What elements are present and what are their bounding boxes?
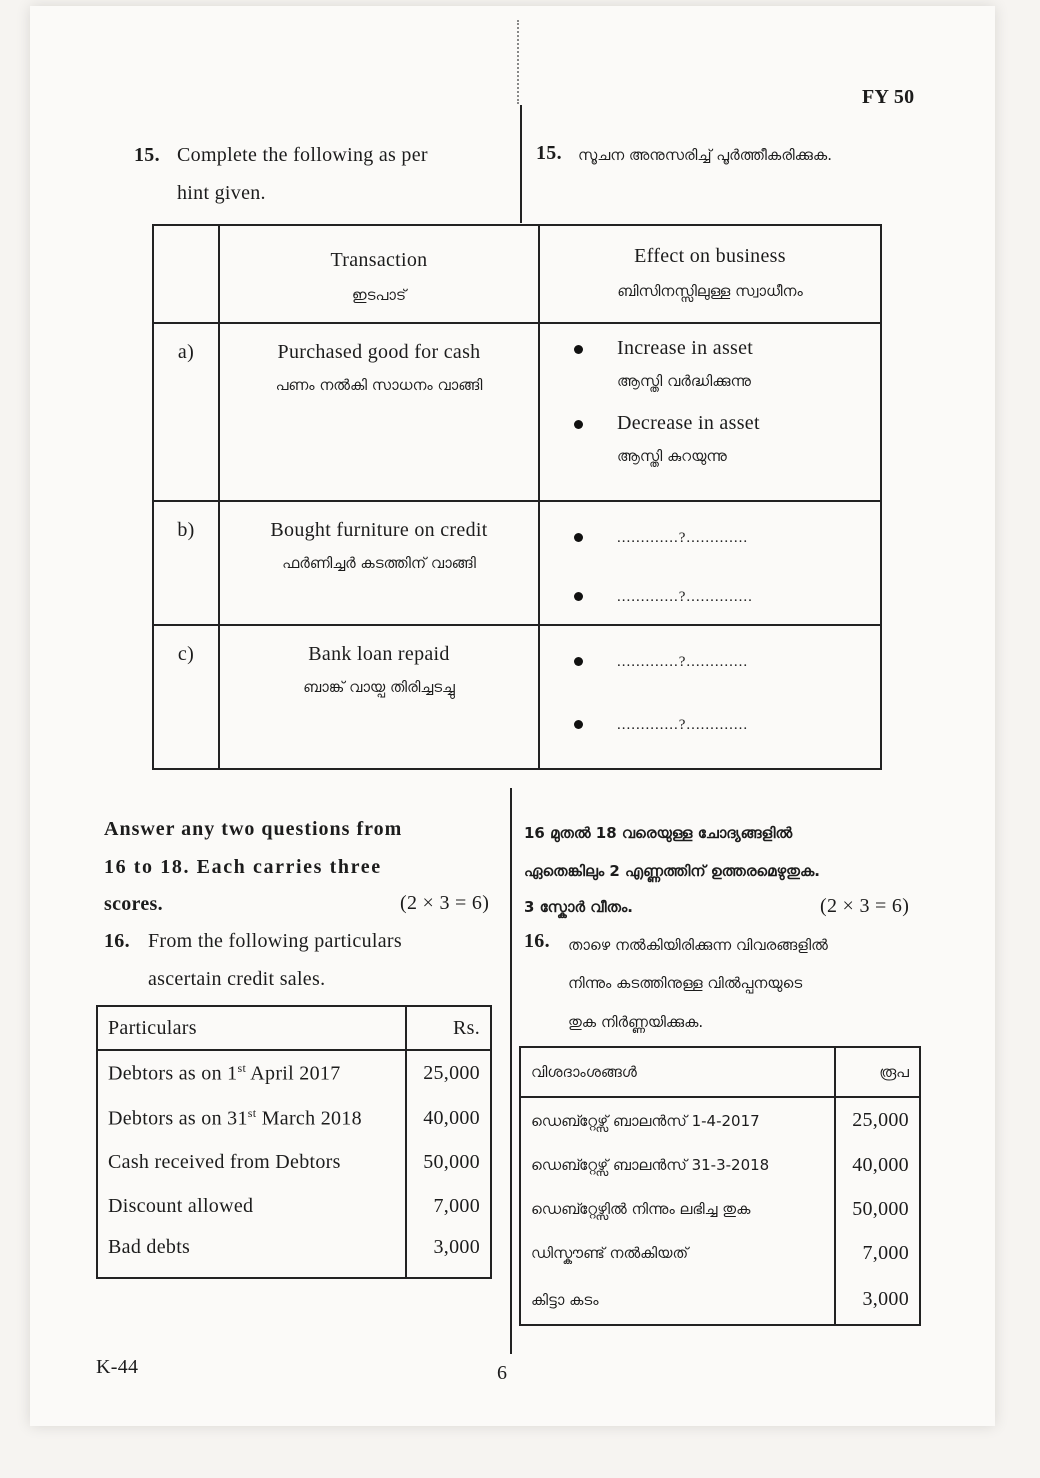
row-c-label: c) bbox=[177, 643, 195, 665]
bullet-icon bbox=[574, 592, 583, 601]
fold-line-top bbox=[517, 20, 519, 104]
q16-number-ml: 16. bbox=[524, 930, 550, 952]
footer-code: K-44 bbox=[96, 1356, 139, 1378]
q16-text-ml-line1: താഴെ നൽകിയിരിക്കുന്ന വിവരങ്ങളിൽ bbox=[568, 936, 828, 954]
row-a-label: a) bbox=[177, 341, 195, 363]
column-divider-top bbox=[520, 105, 522, 223]
q16-particulars-table-en bbox=[96, 1005, 492, 1279]
row-b-effect-blank-1: .............?............. bbox=[574, 525, 879, 548]
bullet-icon bbox=[574, 720, 583, 729]
table-row: Bad debts 3,000 bbox=[97, 1228, 491, 1278]
instruction-en-marks: (2 × 3 = 6) bbox=[400, 892, 490, 914]
q16-text-en-line2: ascertain credit sales. bbox=[148, 968, 326, 990]
q15-row-b bbox=[153, 501, 881, 625]
q16-ml-col-particulars: വിശദാംശങ്ങൾ bbox=[520, 1047, 835, 1097]
q15-text-en-line1: Complete the following as per bbox=[177, 144, 428, 166]
bullet-icon bbox=[574, 420, 583, 429]
q16-en-col-particulars: Particulars bbox=[97, 1006, 406, 1050]
row-a-transaction-ml: പണം നൽകി സാധനം വാങ്ങി bbox=[275, 376, 483, 394]
row-a-transaction-en: Purchased good for cash bbox=[277, 341, 481, 363]
bullet-icon bbox=[574, 533, 583, 542]
row-c-effect-blank-1: .............?............. bbox=[574, 649, 879, 672]
bullet-icon bbox=[574, 657, 583, 666]
row-b-effect-blank-2: .............?.............. bbox=[574, 584, 879, 607]
row-c-effect-blank-2: .............?............. bbox=[574, 712, 879, 735]
instruction-ml-line1: 16 മുതൽ 18 വരെയുള്ള ചോദ്യങ്ങളിൽ bbox=[524, 824, 793, 842]
row-a-effect-2-en: Decrease in asset bbox=[574, 412, 879, 435]
q16-text-ml-line3: തുക നിർണ്ണയിക്കുക. bbox=[568, 1013, 704, 1031]
table-row: Discount allowed 7,000 bbox=[97, 1184, 491, 1228]
q15-transaction-table bbox=[152, 224, 882, 770]
table-row: ഡെബ്റ്റേഴ്സിൽ നിന്നും ലഭിച്ച തുക 50,000 bbox=[520, 1187, 920, 1231]
table-row: ഡെബ്റ്റേഴ്സ് ബാലൻസ് 1-4-2017 25,000 bbox=[520, 1097, 920, 1143]
row-c-transaction-ml: ബാങ്ക് വായ്പ തിരിച്ചടച്ചു bbox=[303, 678, 455, 696]
q16-particulars-table-ml bbox=[519, 1046, 921, 1326]
q16-ml-header-row bbox=[520, 1047, 920, 1097]
header-transaction-en: Transaction bbox=[330, 249, 428, 271]
q15-number-ml: 15. bbox=[536, 142, 562, 164]
instruction-ml-line2: ഏതെങ്കിലും 2 എണ്ണത്തിന് ഉത്തരമെഴുതുക. bbox=[524, 862, 820, 880]
instruction-ml-marks: (2 × 3 = 6) bbox=[820, 895, 910, 917]
table-row: ഡെബ്റ്റേഴ്സ് ബാലൻസ് 31-3-2018 40,000 bbox=[520, 1143, 920, 1187]
table-row: ഡിസ്കൗണ്ട് നൽകിയത് 7,000 bbox=[520, 1231, 920, 1275]
q16-en-header-row bbox=[97, 1006, 491, 1050]
header-transaction-ml: ഇടപാട് bbox=[351, 286, 407, 304]
q16-text-en-line1: From the following particulars bbox=[148, 930, 402, 952]
header-effect-ml: ബിസിനസ്സിലുള്ള സ്വാധീനം bbox=[617, 282, 803, 300]
instruction-ml-line3: 3 സ്കോർ വീതം. bbox=[524, 898, 633, 916]
q15-row-a bbox=[153, 323, 881, 501]
q16-text-ml-line2: നിന്നും കടത്തിനുള്ള വിൽപ്പനയുടെ bbox=[568, 974, 803, 992]
q16-ml-col-rupee: രൂപ bbox=[835, 1047, 920, 1097]
row-b-transaction-en: Bought furniture on credit bbox=[270, 519, 488, 541]
row-c-transaction-en: Bank loan repaid bbox=[308, 643, 450, 665]
instruction-en-line3: scores. bbox=[104, 893, 163, 915]
instruction-en-line2: 16 to 18. Each carries three bbox=[104, 856, 382, 878]
row-a-effect-2-ml: ആസ്തി കുറയുന്നു bbox=[617, 447, 727, 465]
row-b-label: b) bbox=[177, 519, 195, 541]
row-b-transaction-ml: ഫർണിച്ചർ കടത്തിന് വാങ്ങി bbox=[282, 554, 476, 572]
q15-table-header bbox=[153, 225, 881, 323]
table-row: കിട്ടാ കടം 3,000 bbox=[520, 1275, 920, 1325]
row-a-effect-1-ml: ആസ്തി വർദ്ധിക്കുന്നു bbox=[617, 372, 751, 390]
q16-number-en: 16. bbox=[104, 930, 130, 952]
q16-en-col-rs: Rs. bbox=[406, 1006, 491, 1050]
table-row: Cash received from Debtors 50,000 bbox=[97, 1140, 491, 1184]
q15-text-ml: സൂചന അനുസരിച്ച് പൂർത്തീകരിക്കുക. bbox=[578, 146, 832, 164]
instruction-en-line1: Answer any two questions from bbox=[104, 818, 403, 840]
column-divider-bottom bbox=[510, 788, 512, 1354]
page-number: 6 bbox=[497, 1362, 508, 1384]
table-row: Debtors as on 1st April 2017 25,000 bbox=[97, 1050, 491, 1096]
paper-code: FY 50 bbox=[862, 86, 915, 108]
q15-number-en: 15. bbox=[134, 144, 160, 166]
header-effect-en: Effect on business bbox=[634, 245, 786, 267]
row-a-effect-1-en: Increase in asset bbox=[574, 337, 879, 360]
bullet-icon bbox=[574, 345, 583, 354]
q15-row-c bbox=[153, 625, 881, 769]
q15-text-en-line2: hint given. bbox=[177, 182, 266, 204]
table-row: Debtors as on 31st March 2018 40,000 bbox=[97, 1096, 491, 1140]
